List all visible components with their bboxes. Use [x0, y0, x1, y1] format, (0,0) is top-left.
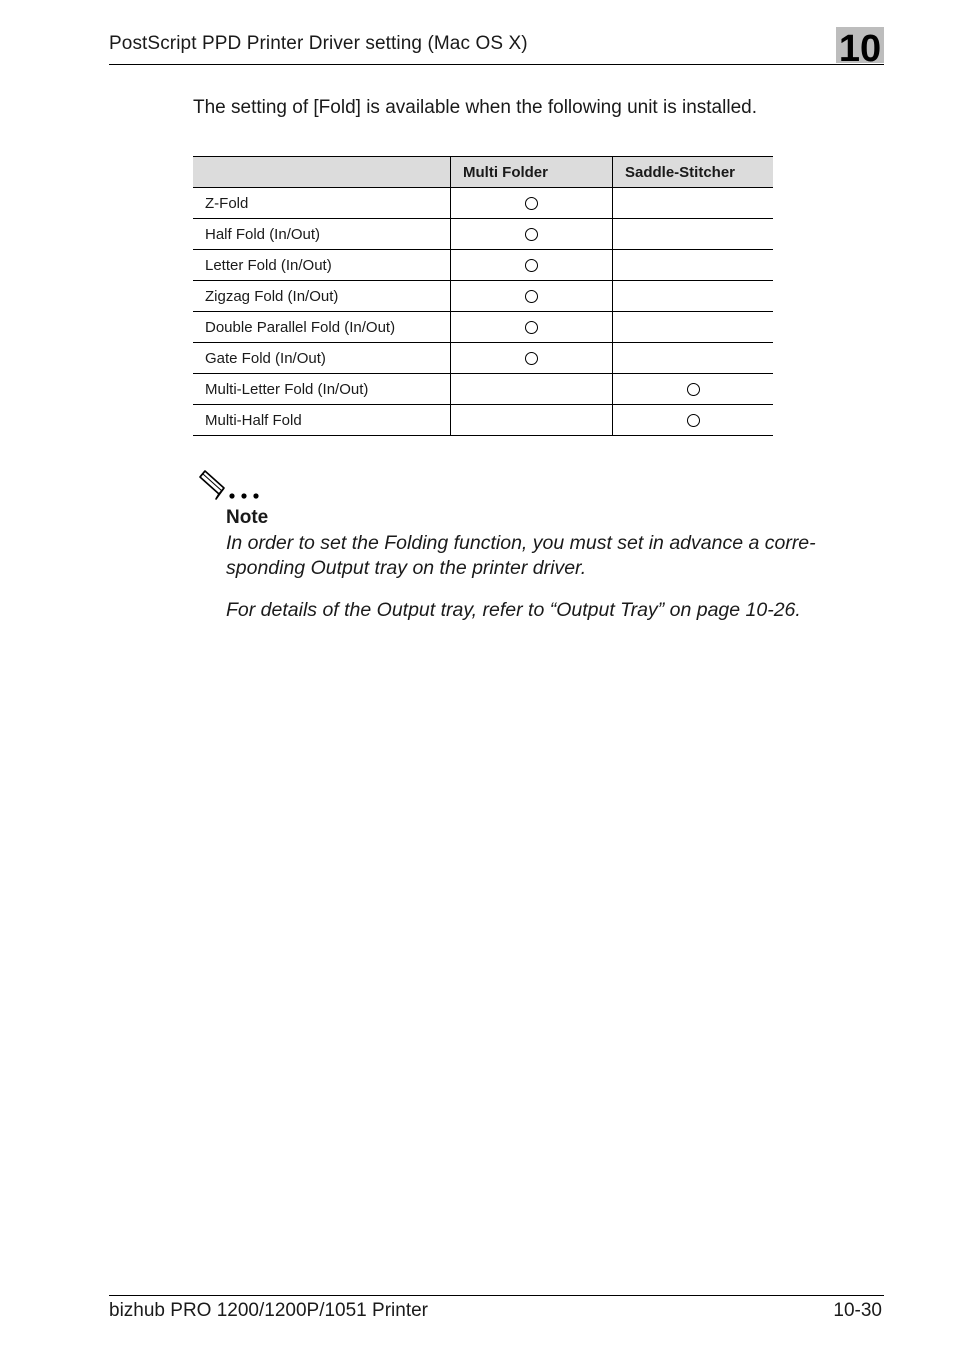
- note-text-line-2: sponding Output tray on the printer driver.: [226, 557, 587, 579]
- saddle-stitcher-cell: [613, 405, 774, 436]
- fold-availability-table: [193, 156, 773, 436]
- table-row: [193, 281, 773, 312]
- saddle-stitcher-cell: [613, 188, 774, 219]
- multi-folder-cell: [451, 343, 613, 374]
- fold-type-cell: Z-Fold: [193, 188, 451, 219]
- table-row: [193, 374, 773, 405]
- multi-folder-cell: [451, 188, 613, 219]
- availability-circle-icon: [687, 383, 700, 396]
- fold-type-cell: Half Fold (In/Out): [193, 219, 451, 250]
- availability-circle-icon: [525, 321, 538, 334]
- note-heading: Note: [226, 507, 269, 528]
- saddle-stitcher-cell: [613, 281, 774, 312]
- fold-type-cell: Letter Fold (In/Out): [193, 250, 451, 281]
- fold-type-cell: Gate Fold (In/Out): [193, 343, 451, 374]
- note-text-line-1: In order to set the Folding function, you must set in advance a corre-: [226, 532, 816, 554]
- table-row: [193, 312, 773, 343]
- saddle-stitcher-cell: [613, 343, 774, 374]
- multi-folder-cell: [451, 405, 613, 436]
- availability-circle-icon: [525, 290, 538, 303]
- table-row: [193, 250, 773, 281]
- table-row: [193, 188, 773, 219]
- chapter-number-badge: 10: [836, 27, 884, 63]
- fold-type-cell: Multi-Half Fold: [193, 405, 451, 436]
- intro-paragraph: The setting of [Fold] is available when the following unit is installed.: [193, 97, 757, 118]
- table-body: [193, 188, 773, 436]
- table-header-multi-folder: Multi Folder: [451, 157, 613, 188]
- multi-folder-cell: [451, 374, 613, 405]
- table-header-blank: [193, 157, 451, 188]
- saddle-stitcher-cell: [613, 250, 774, 281]
- table-header-saddle-stitcher: Saddle-Stitcher: [613, 157, 774, 188]
- note-text: [226, 531, 866, 581]
- fold-type-cell: Double Parallel Fold (In/Out): [193, 312, 451, 343]
- saddle-stitcher-cell: [613, 312, 774, 343]
- fold-type-cell: Zigzag Fold (In/Out): [193, 281, 451, 312]
- note-reference: For details of the Output tray, refer to “Output Tray” on page 10-26.: [226, 599, 801, 621]
- multi-folder-cell: [451, 312, 613, 343]
- table-row: [193, 405, 773, 436]
- page-header: [109, 27, 884, 65]
- availability-circle-icon: [525, 228, 538, 241]
- fold-type-cell: Multi-Letter Fold (In/Out): [193, 374, 451, 405]
- multi-folder-cell: [451, 250, 613, 281]
- availability-circle-icon: [525, 197, 538, 210]
- saddle-stitcher-cell: [613, 374, 774, 405]
- availability-circle-icon: [525, 259, 538, 272]
- table-row: [193, 219, 773, 250]
- table-row: [193, 343, 773, 374]
- availability-circle-icon: [687, 414, 700, 427]
- multi-folder-cell: [451, 281, 613, 312]
- table-header-row: [193, 157, 773, 188]
- multi-folder-cell: [451, 219, 613, 250]
- pencil-note-icon: [198, 468, 262, 502]
- page-footer: [109, 1295, 884, 1321]
- footer-page-number: 10-30: [833, 1300, 882, 1321]
- availability-circle-icon: [525, 352, 538, 365]
- saddle-stitcher-cell: [613, 219, 774, 250]
- page-header-title: PostScript PPD Printer Driver setting (Mac OS X): [109, 33, 528, 54]
- footer-product-name: bizhub PRO 1200/1200P/1051 Printer: [109, 1300, 428, 1321]
